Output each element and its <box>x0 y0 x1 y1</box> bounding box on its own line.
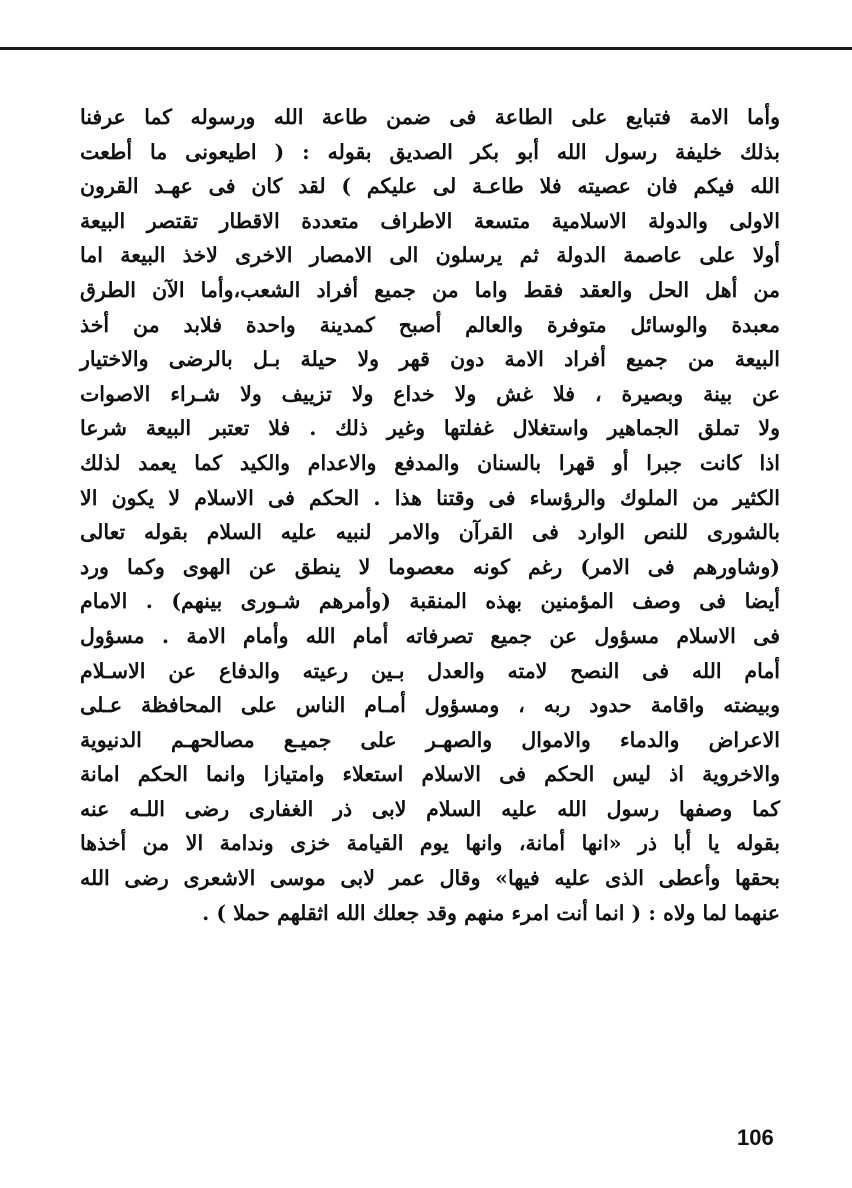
text-line: أمام الله فى النصح لامته والعدل بـين رعيته والدفاع عن الاسـلام <box>80 658 780 683</box>
body-text <box>80 100 780 930</box>
text-line: ولا تملق الجماهير واستغلال غفلتها وغير ذلك . فلا تعتبر البيعة شرعا <box>80 416 780 441</box>
text-line: أيضا فى وصف المؤمنين بهذه المنقبة (وأمرهم شـورى بينهم) . الامام <box>80 589 780 614</box>
text-line: بحقها وأعطى الذى عليه فيها» وقال عمر لابى موسى الاشعرى رضى الله <box>80 866 780 891</box>
text-line: وأما الامة فتبايع على الطاعة فى ضمن طاعة الله ورسوله كما عرفنا <box>80 105 780 129</box>
text-line: الله فيكم فان عصيته فلا طاعـة لى عليكم ) لقد كان فى عهـد القرون <box>80 174 780 199</box>
text-line: البيعة من جميع أفراد الامة دون قهر ولا حيلة بـل بالرضى والاختيار <box>80 347 780 372</box>
text-line: وبيضته واقامة حدود ربه ، ومسؤول أمـام الناس على المحافظة عـلى <box>80 693 780 718</box>
text-line: بقوله يا أبا ذر «انها أمانة، وانها يوم القيامة خزى وندامة الا من أخذها <box>80 831 780 856</box>
text-line: الكثير من الملوك والرؤساء فى وقتنا هذا . الحكم فى الاسلام لا يكون الا <box>80 485 780 510</box>
header-rule <box>0 47 852 50</box>
text-line: فى الاسلام مسؤول عن جميع تصرفاته أمام الله وأمام الامة . مسؤول <box>80 623 780 648</box>
text-line: بالشورى للنص الوارد فى القرآن والامر لنبيه عليه السلام بقوله تعالى <box>80 520 780 545</box>
text-line: بذلك خليفة رسول الله أبو بكر الصديق بقوله : ( اطيعونى ما أطعت <box>80 139 780 164</box>
text-line: الاعراض والدماء والاموال والصهـر على جميـع مصالحهـم الدنيوية <box>80 727 780 752</box>
page-number: 106 <box>737 1125 774 1150</box>
text-line: والاخروية اذ ليس الحكم فى الاسلام استعلاء وامتيازا وانما الحكم امانة <box>80 762 780 787</box>
text-line: عن بينة وبصيرة ، فلا غش ولا خداع ولا تزييف ولا شـراء الاصوات <box>80 381 780 406</box>
text-line: من أهل الحل والعقد فقط واما من جميع أفراد الشعب،وأما الآن الطرق <box>80 277 780 302</box>
text-line: أولا على عاصمة الدولة ثم يرسلون الى الامصار الاخرى لاخذ البيعة اما <box>80 243 780 268</box>
text-line: الاولى والدولة الاسلامية متسعة الاطراف متعددة الاقطار تقتصر البيعة <box>80 208 780 233</box>
text-line: اذا كانت جبرا أو قهرا بالسنان والمدفع والاعدام والكيد كما يعمد لذلك <box>80 450 780 475</box>
text-line: عنهما لما ولاه : ( انما أنت امرء منهم وقد جعلك الله اثقلهم حملا ) . <box>202 900 780 925</box>
text-line: معبدة والوسائل متوفرة والعالم أصبح كمدينة واحدة فلابد من أخذ <box>80 312 780 337</box>
text-line: كما وصفها رسول الله عليه السلام لابى ذر الغفارى رضى اللـه عنه <box>80 796 780 821</box>
text-line: (وشاورهم فى الامر) رغم كونه معصوما لا ينطق عن الهوى وكما ورد <box>80 554 780 579</box>
